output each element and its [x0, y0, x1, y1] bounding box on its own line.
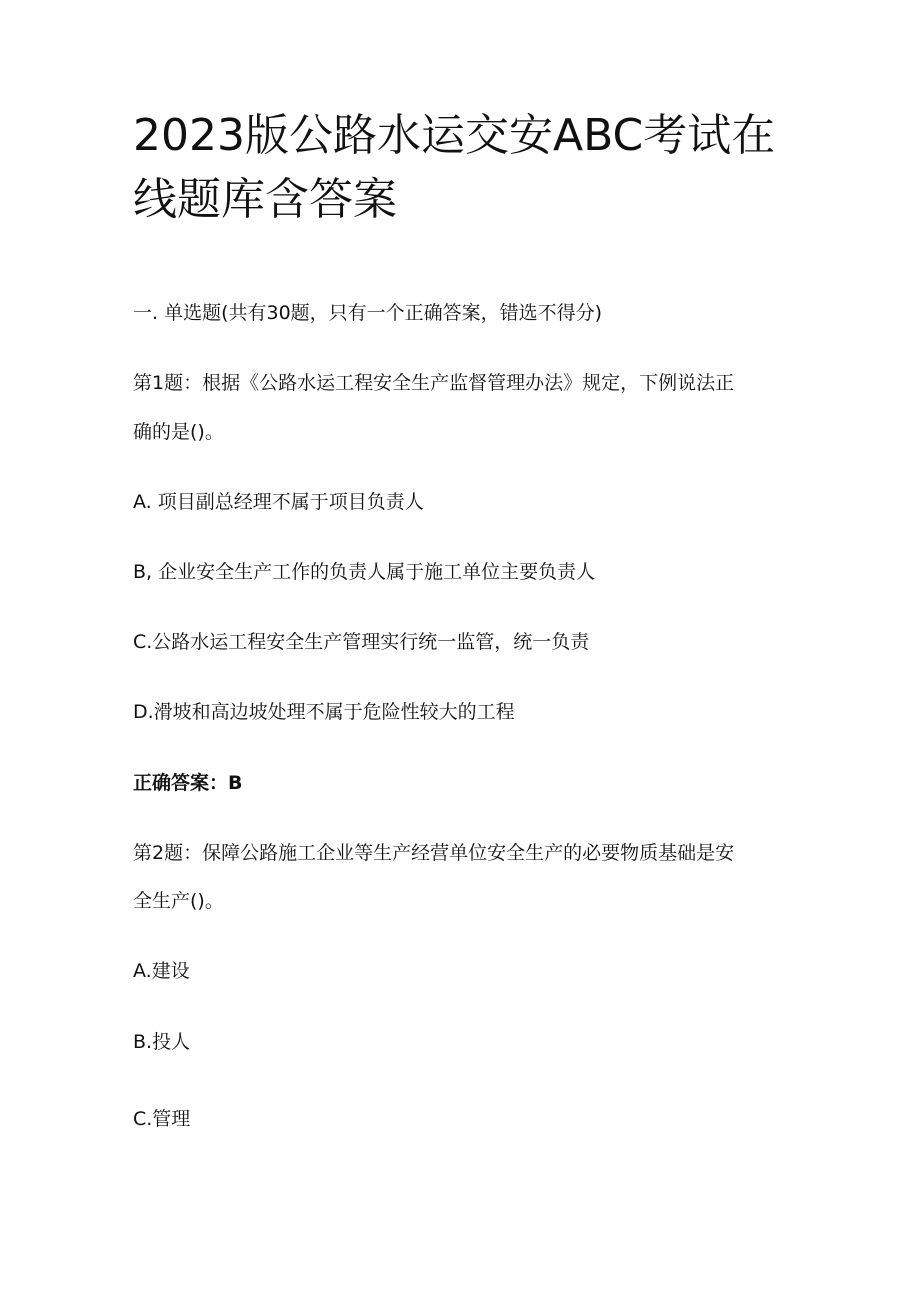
document-title-line-1: 2023版公路水运交安ABC考试在	[133, 110, 776, 161]
question-1-text-line-2: 确的是()。	[133, 421, 224, 443]
question-2-option-b: B.投人	[133, 1031, 191, 1053]
question-1-option-a: A. 项目副总经理不属于项目负责人	[133, 491, 424, 513]
question-1-option-d: D.滑坡和高边坡处理不属于危险性较大的工程	[133, 701, 515, 723]
document-title	[133, 104, 793, 232]
question-1-answer: 正确答案：B	[133, 772, 243, 794]
question-2-text-line-2: 全生产()。	[133, 890, 224, 912]
section-heading: 一. 单选题(共有30题，只有一个正确答案，错选不得分)	[133, 302, 603, 324]
question-1-option-b: B, 企业安全生产工作的负责人属于施工单位主要负责人	[133, 561, 596, 583]
question-1-option-c: C.公路水运工程安全生产管理实行统一监管，统一负责	[133, 631, 590, 653]
question-2-text-line-1: 第2题：保障公路施工企业等生产经营单位安全生产的必要物质基础是安	[133, 842, 735, 864]
question-2-option-a: A.建设	[133, 960, 190, 982]
question-2-option-c: C.管理	[133, 1108, 191, 1130]
document-title-line-2: 线题库含答案	[133, 174, 397, 225]
question-1-text-line-1: 第1题：根据《公路水运工程安全生产监督管理办法》规定，下例说法正	[133, 372, 735, 394]
